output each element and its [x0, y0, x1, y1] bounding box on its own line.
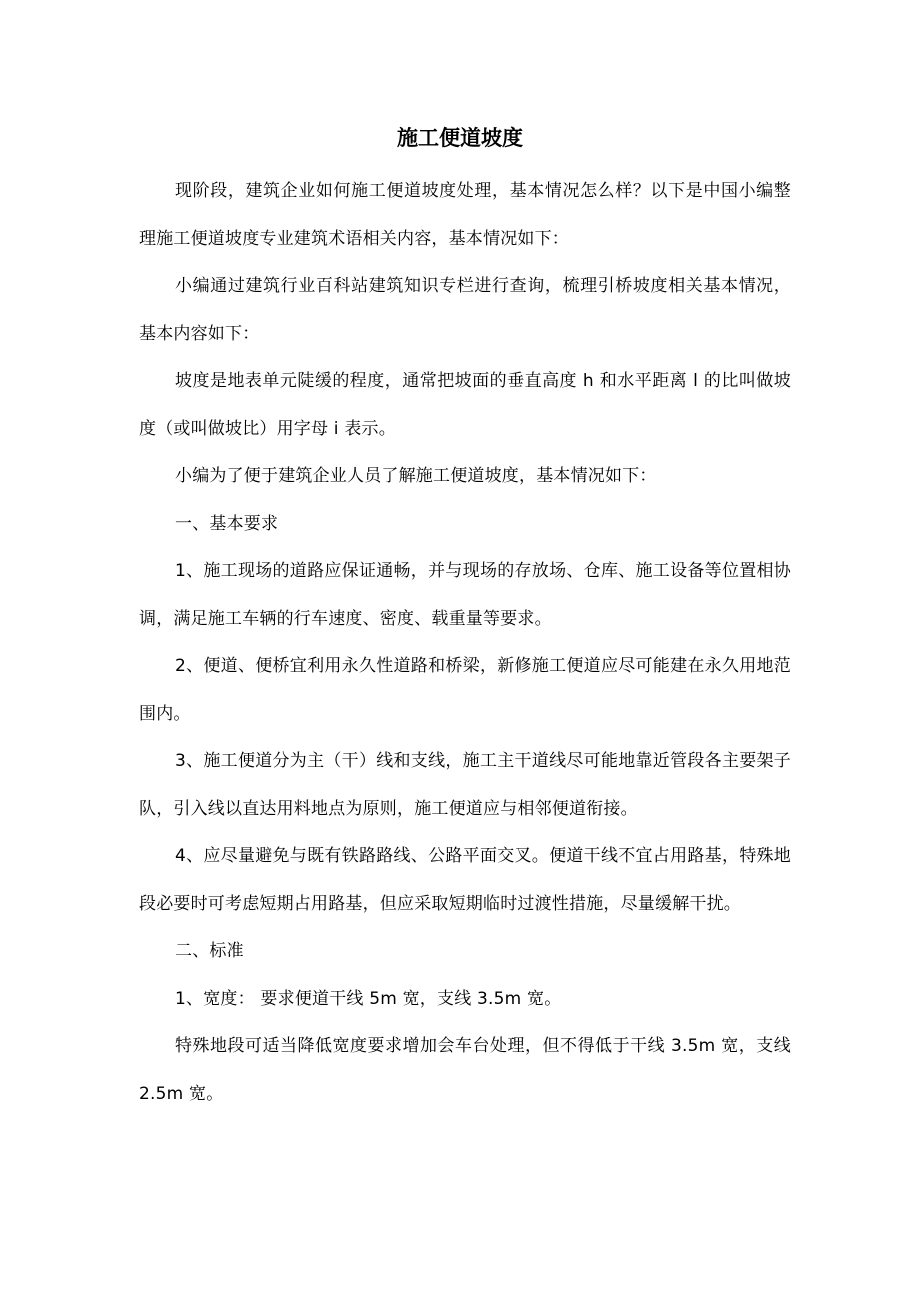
paragraph-standard-special: 特殊地段可适当降低宽度要求增加会车台处理，但不得低于干线 3.5m 宽，支线 2.5m 宽。: [139, 1036, 791, 1104]
paragraph-requirement-3: 3、施工便道分为主（干）线和支线，施工主干道线尽可能地靠近管段各主要架子队，引入线以直达用料地点为原则，施工便道应与相邻便道衔接。: [139, 751, 791, 819]
section-heading-basic-requirements: 一、基本要求: [175, 513, 279, 534]
paragraph-overview: 小编为了便于建筑企业人员了解施工便道坡度，基本情况如下：: [175, 466, 657, 486]
paragraph-query: 小编通过建筑行业百科站建筑知识专栏进行查询，梳理引桥坡度相关基本情况，基本内容如下：: [139, 276, 791, 344]
document-title: 施工便道坡度: [397, 126, 523, 150]
paragraph-requirement-1: 1、施工现场的道路应保证通畅，并与现场的存放场、仓库、施工设备等位置相协调，满足施工车辆的行车速度、密度、载重量等要求。: [139, 561, 791, 629]
paragraph-requirement-4: 4、应尽量避免与既有铁路路线、公路平面交叉。便道干线不宜占用路基，特殊地段必要时可考虑短期占用路基，但应采取短期临时过渡性措施，尽量缓解干扰。: [139, 846, 791, 914]
paragraph-intro: 现阶段，建筑企业如何施工便道坡度处理，基本情况怎么样？以下是中国小编整理施工便道坡度专业建筑术语相关内容，基本情况如下：: [139, 181, 791, 249]
paragraph-requirement-2: 2、便道、便桥宜利用永久性道路和桥梁，新修施工便道应尽可能建在永久用地范围内。: [139, 656, 791, 724]
paragraph-standard-width: 1、宽度： 要求便道干线 5m 宽，支线 3.5m 宽。: [175, 988, 562, 1009]
paragraph-definition: 坡度是地表单元陡缓的程度，通常把坡面的垂直高度 h 和水平距离 l 的比叫做坡度（或叫做坡比）用字母 i 表示。: [139, 371, 791, 439]
section-heading-standards: 二、标准: [175, 941, 244, 961]
document-body: [139, 168, 791, 1118]
